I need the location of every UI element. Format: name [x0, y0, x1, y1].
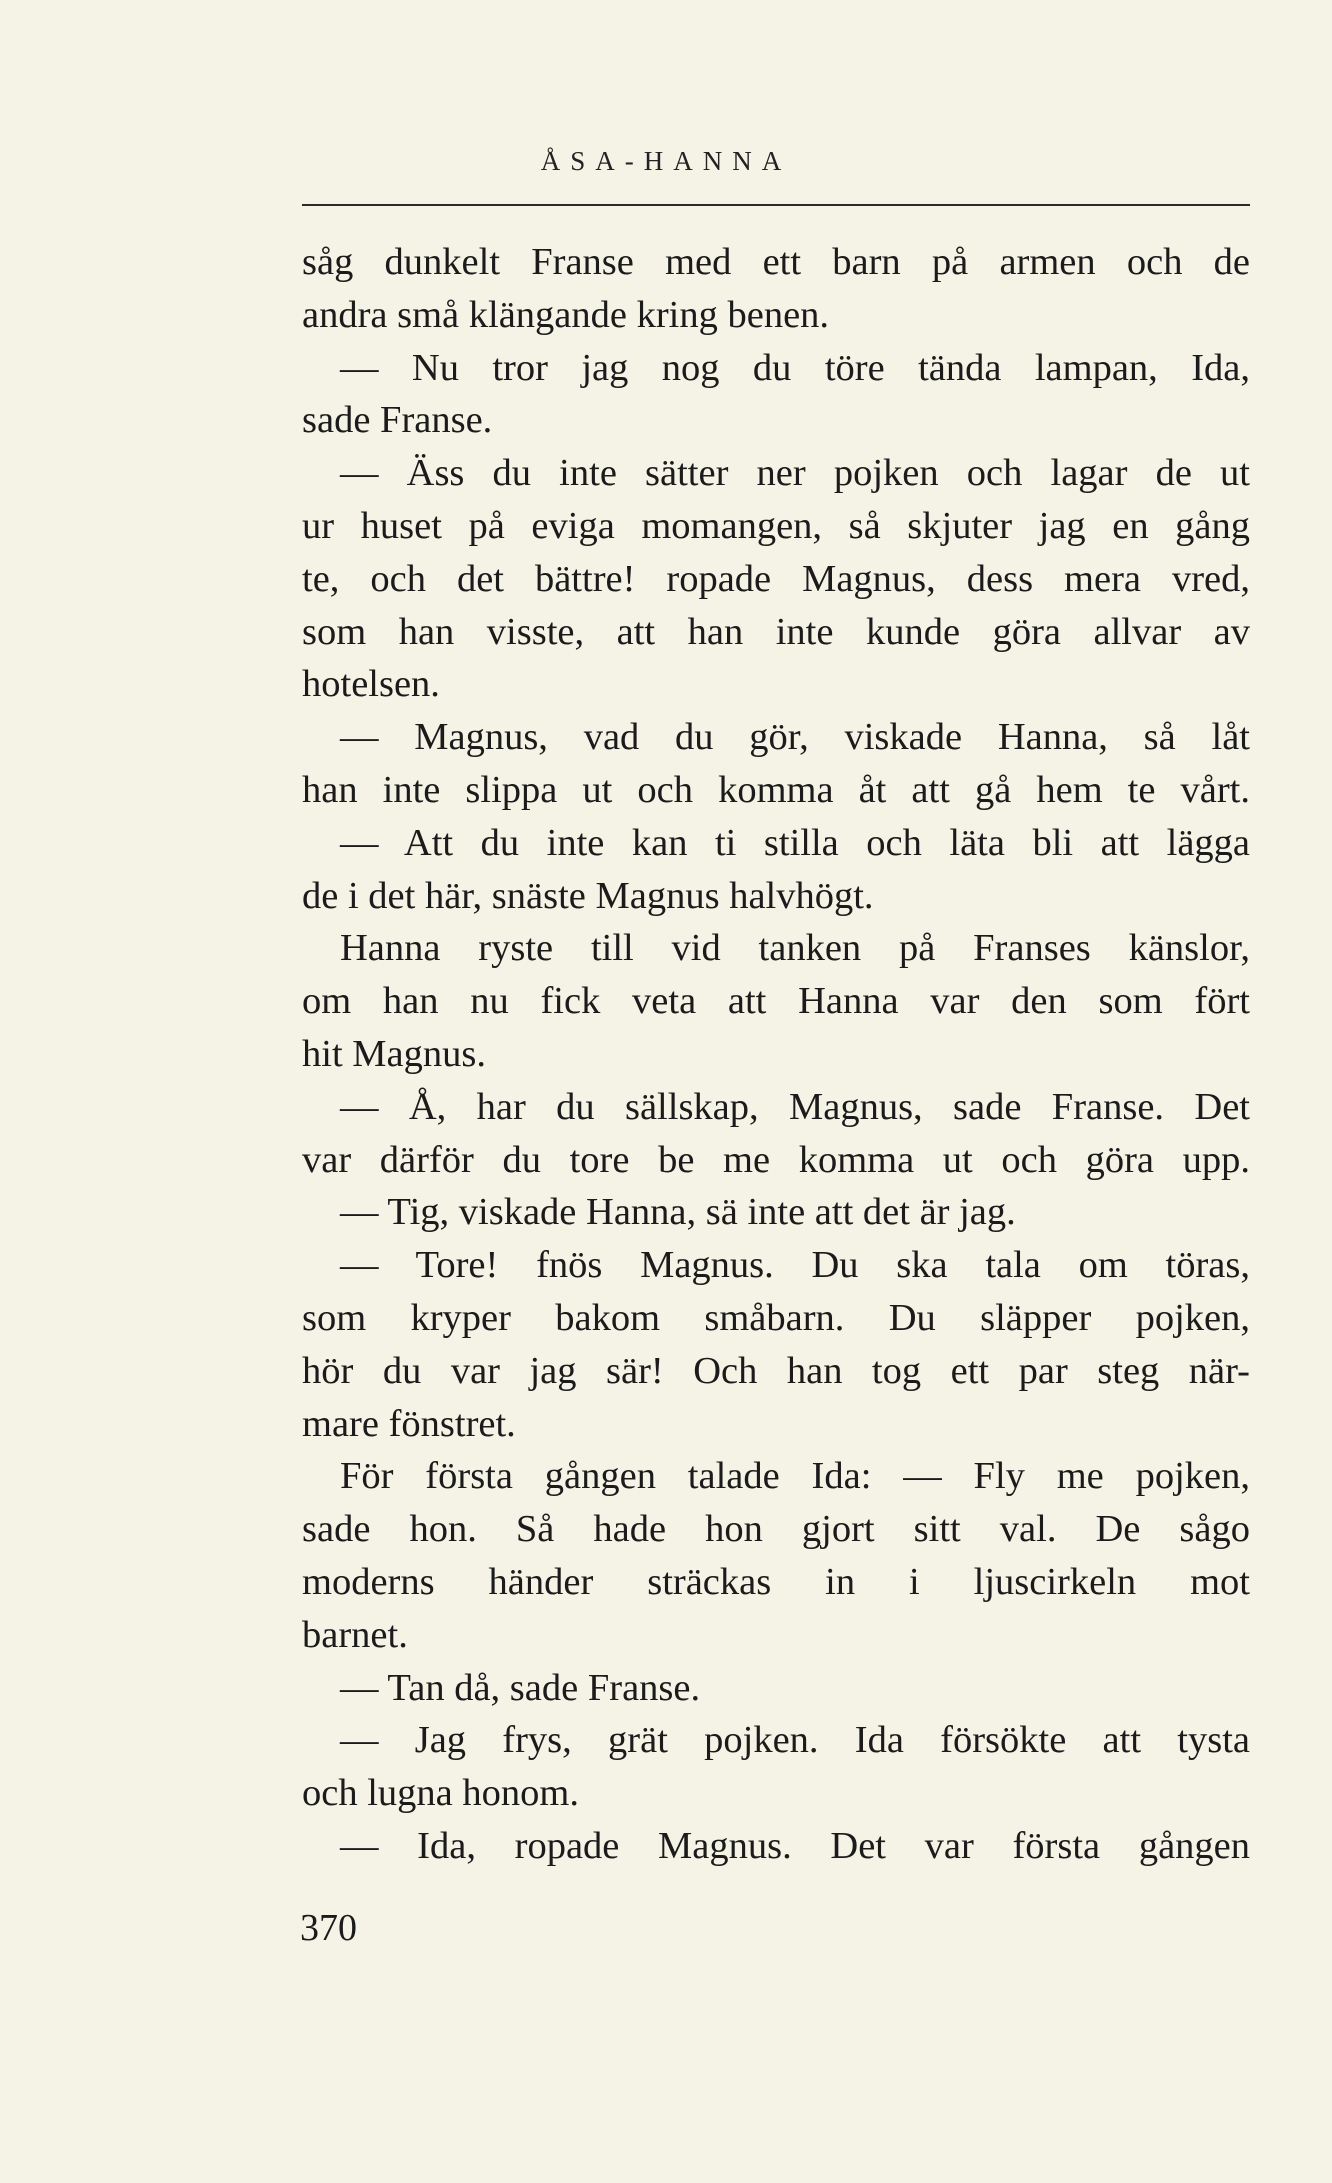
text-line: hotelsen.: [302, 663, 440, 706]
text-line: var därför du tore be me komma ut och göra upp.: [302, 1138, 1250, 1181]
header-rule: [302, 204, 1250, 206]
text-line: — Nu tror jag nog du töre tända lampan, Ida,: [340, 346, 1250, 389]
text-line: — Tan då, sade Franse.: [340, 1666, 701, 1709]
text-line: han inte slippa ut och komma åt att gå hem te vårt.: [302, 768, 1250, 811]
text-line: och lugna honom.: [302, 1772, 579, 1815]
text-line: sade hon. Så hade hon gjort sitt val. De sågo: [302, 1508, 1250, 1551]
text-line: barnet.: [302, 1613, 408, 1656]
text-line: om han nu fick veta att Hanna var den som fört: [302, 980, 1250, 1023]
text-line: För första gången talade Ida: — Fly me pojken,: [340, 1455, 1250, 1498]
text-line: såg dunkelt Franse med ett barn på armen och de: [302, 241, 1250, 283]
text-line: de i det här, snäste Magnus halvhögt.: [302, 874, 874, 917]
running-head: ÅSA-HANNA: [540, 146, 792, 176]
text-line: hör du var jag sär! Och han tog ett par steg när-: [302, 1349, 1250, 1392]
text-line: — Äss du inte sätter ner pojken och lagar de ut: [340, 452, 1250, 495]
text-line: — Att du inte kan ti stilla och läta bli att lägga: [340, 821, 1250, 864]
text-line: — Tore! fnös Magnus. Du ska tala om töras,: [340, 1244, 1250, 1287]
text-line: — Å, har du sällskap, Magnus, sade Franse. Det: [340, 1085, 1250, 1128]
text-line: andra små klängande kring benen.: [302, 293, 830, 336]
text-line: — Jag frys, grät pojken. Ida försökte att tysta: [340, 1719, 1250, 1762]
text-line: Hanna ryste till vid tanken på Franses känslor,: [340, 927, 1250, 970]
body-text: [302, 236, 1250, 1873]
text-line: ur huset på eviga momangen, så skjuter jag en gång: [302, 504, 1250, 547]
text-line: sade Franse.: [302, 399, 493, 442]
text-line: hit Magnus.: [302, 1032, 486, 1075]
text-line: — Tig, viskade Hanna, sä inte att det är jag.: [340, 1191, 1016, 1234]
text-line: — Magnus, vad du gör, viskade Hanna, så låt: [340, 716, 1250, 759]
text-line: te, och det bättre! ropade Magnus, dess mera vred,: [302, 557, 1250, 600]
page-number: 370: [300, 1907, 357, 1949]
text-line: — Ida, ropade Magnus. Det var första gången: [340, 1824, 1250, 1867]
text-line: som han visste, att han inte kunde göra allvar av: [302, 610, 1250, 653]
text-line: som kryper bakom småbarn. Du släpper pojken,: [302, 1296, 1250, 1339]
text-line: moderns händer sträckas in i ljuscirkeln mot: [302, 1560, 1250, 1603]
text-line: mare fönstret.: [302, 1402, 516, 1445]
